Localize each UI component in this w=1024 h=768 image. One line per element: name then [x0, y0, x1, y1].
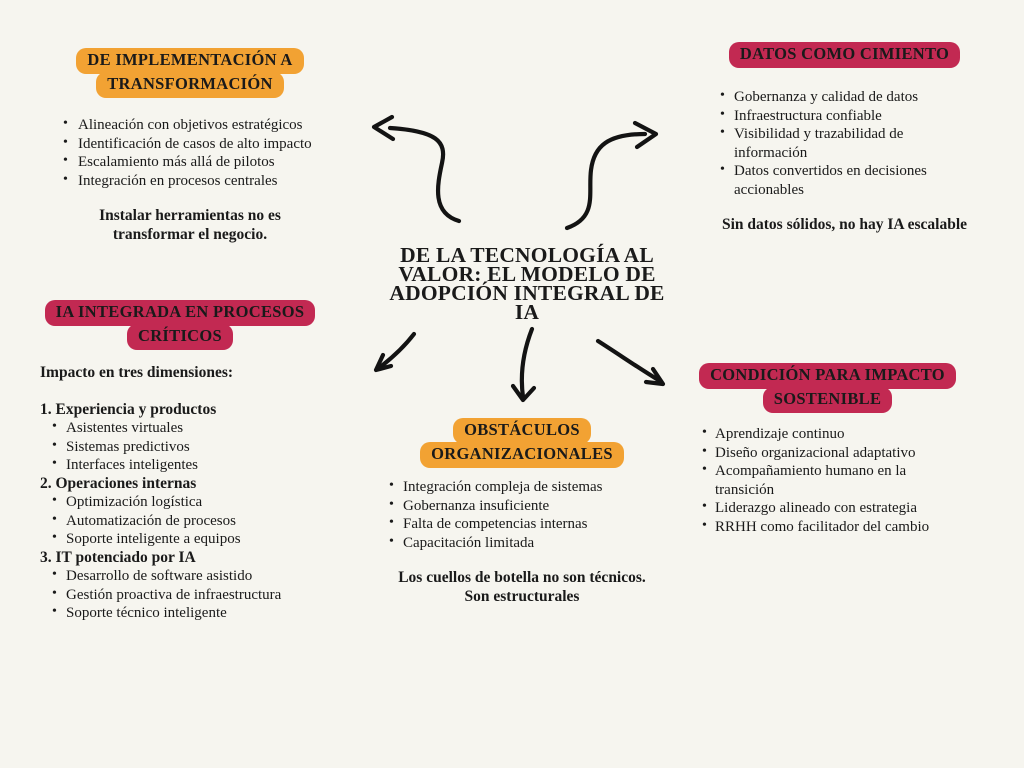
bullet-list-condicion — [685, 425, 953, 536]
group-title: 3. IT potenciado por IA — [40, 548, 196, 566]
list-item: • Integración compleja de sistemas — [389, 478, 662, 497]
list-item: • Aprendizaje continuo — [702, 425, 953, 444]
list-item: • Identificación de casos de alto impacto — [63, 135, 325, 154]
list-item: • Visibilidad y trazabilidad de información — [720, 125, 967, 162]
central-title-line: IA — [514, 300, 540, 324]
header-highlight: OBSTÁCULOS — [453, 418, 591, 444]
note-datos: Sin datos sólidos, no hay IA escalable — [721, 216, 968, 233]
list-item: • Liderazgo alineado con estrategia — [702, 499, 953, 518]
bullet-list-implementacion — [40, 116, 325, 190]
list-item: • Gestión proactiva de infraestructura — [52, 586, 325, 605]
arrow-down-left-icon — [379, 334, 414, 368]
bullet-list-datos — [702, 88, 967, 199]
header-highlight: CONDICIÓN PARA IMPACTO — [699, 363, 956, 389]
header-highlight: DATOS COMO CIMIENTO — [729, 42, 960, 68]
section-header-datos — [702, 42, 987, 68]
section-header-implementacion — [40, 48, 340, 98]
section-implementacion — [40, 48, 340, 244]
section-procesos-criticos — [30, 300, 330, 623]
list-item: • Escalamiento más allá de pilotos — [63, 153, 325, 172]
list-item: • Datos convertidos en decisiones accionables — [720, 162, 967, 199]
procesos-intro: Impacto en tres dimensiones: — [40, 364, 234, 381]
header-highlight: CRÍTICOS — [127, 324, 233, 350]
note-obstaculos: Los cuellos de botella no son técnicos. Son estructurales — [398, 569, 646, 605]
section-condicion — [685, 363, 970, 536]
bullet-list-experiencia — [40, 419, 325, 475]
curved-arrow-top-left-head-icon — [374, 117, 393, 139]
header-highlight: ORGANIZACIONALES — [420, 442, 624, 468]
central-topic-title — [362, 243, 692, 324]
section-obstaculos — [372, 418, 672, 606]
list-item: • Gobernanza y calidad de datos — [720, 88, 967, 107]
header-highlight: SOSTENIBLE — [763, 387, 893, 413]
note-implementacion: Instalar herramientas no es transformar el negocio. — [99, 207, 281, 243]
section-header-condicion — [685, 363, 970, 413]
list-item: • Falta de competencias internas — [389, 515, 662, 534]
list-item: • Integración en procesos centrales — [63, 172, 325, 191]
list-item: • Gobernanza insuficiente — [389, 497, 662, 516]
bullet-list-it — [40, 567, 325, 623]
bullet-list-obstaculos — [372, 478, 662, 552]
arrow-down-left-head-icon — [376, 355, 391, 370]
arrow-down-icon — [522, 329, 532, 397]
list-item: • Alineación con objetivos estratégicos — [63, 116, 325, 135]
section-header-obstaculos — [372, 418, 672, 468]
list-item: • Interfaces inteligentes — [52, 456, 325, 475]
list-item: • Soporte técnico inteligente — [52, 604, 325, 623]
group-title: 2. Operaciones internas — [40, 474, 197, 492]
list-item: • Infraestructura confiable — [720, 107, 967, 126]
central-title-line: VALOR: EL MODELO DE — [398, 262, 656, 286]
list-item: • Capacitación limitada — [389, 534, 662, 553]
list-item: • Acompañamiento humano en la transición — [702, 462, 953, 499]
header-highlight: TRANSFORMACIÓN — [96, 72, 284, 98]
header-highlight: DE IMPLEMENTACIÓN A — [76, 48, 303, 74]
group-title: 1. Experiencia y productos — [40, 400, 217, 418]
procesos-groups — [40, 401, 330, 623]
section-header-procesos — [30, 300, 330, 350]
arrow-down-right-head-icon — [646, 369, 663, 384]
list-item: • Optimización logística — [52, 493, 325, 512]
header-highlight: IA INTEGRADA EN PROCESOS — [45, 300, 316, 326]
list-item: • RRHH como facilitador del cambio — [702, 518, 953, 537]
arrow-down-head-icon — [513, 386, 534, 400]
central-title-line: ADOPCIÓN INTEGRAL DE — [389, 281, 665, 305]
curved-arrow-top-left-icon — [390, 128, 459, 221]
section-datos — [702, 42, 987, 234]
curved-arrow-top-right-head-icon — [635, 123, 656, 147]
list-item: • Diseño organizacional adaptativo — [702, 444, 953, 463]
arrow-down-right-icon — [598, 341, 660, 381]
list-item: • Automatización de procesos — [52, 512, 325, 531]
central-title-line: DE LA TECNOLOGÍA AL — [400, 243, 654, 267]
list-item: • Asistentes virtuales — [52, 419, 325, 438]
list-item: • Sistemas predictivos — [52, 438, 325, 457]
list-item: • Desarrollo de software asistido — [52, 567, 325, 586]
list-item: • Soporte inteligente a equipos — [52, 530, 325, 549]
bullet-list-operaciones — [40, 493, 325, 549]
curved-arrow-top-right-icon — [567, 134, 645, 228]
